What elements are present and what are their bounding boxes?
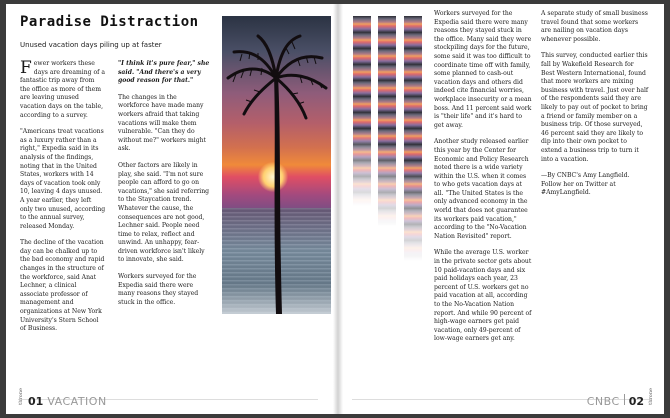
text-column-1 bbox=[20, 60, 106, 342]
palm-tree-sunset-photo bbox=[222, 16, 331, 314]
article-subtitle: Unused vacation days piling up at faster bbox=[20, 41, 162, 49]
photo-strip-2 bbox=[378, 16, 396, 226]
page-number-right: 02 bbox=[628, 395, 644, 408]
photo-strip-3 bbox=[404, 16, 422, 261]
drop-cap: F bbox=[20, 58, 32, 78]
text-column-3 bbox=[434, 10, 532, 352]
paragraph: While the average U.S. worker in the private sector gets about 10 paid-vacation days and six paid holidays each year, 23 percent of U.S. workers get no paid vacation at all, according to the No-Vacation Nation report. And while 90 percent of high-wage earners get paid vacation, only 49-percent of low-wage earners get any. bbox=[434, 249, 532, 343]
paragraph: "Americans treat vacations as a luxury rather than a right," Expedia said in its analysis of the findings, noting that in the United States, workers with 14 days of vacation took only 10, leaving 4 days unused. A year earlier, they left only two unused, according to the annual survey, released Monday. bbox=[20, 128, 106, 230]
magazine-spread bbox=[6, 4, 664, 414]
paragraph: Other factors are likely in play, she said. "I'm not sure people can afford to go on vacations," she said referring to the Staycation trend. Whatever the cause, the consequences are not good, Lechner said. People need time to relax, reflect and unwind. An unhappy, fear-driven workforce isn't likely to innovate, she said. bbox=[118, 161, 210, 264]
byline: —By CNBC's Amy Langfield. Follow her on Twitter at #AmyLangfield. bbox=[541, 172, 630, 197]
paragraph: The decline of the vacation day can be chalked up to the bad economy and rapid changes in the structure of the workforce, said Anat Lechner, a clinical associate professor of management and organizations at New York University's Stern School of Business. bbox=[20, 239, 105, 333]
section-label-left: VACATION bbox=[47, 395, 107, 408]
paragraph: Another study released earlier this year by the Center for Economic and Policy Research noted there is a wide variety within the U.S. when it comes to who gets vacation days at all. "The United States is the only advanced economy in the world that does not guarantee its workers paid vacation," according to the "No-Vacation Nation Revisited" report. bbox=[434, 138, 529, 240]
pull-quote: "I think it's pure fear," she said. "And there's a very good reason for that." bbox=[118, 60, 210, 85]
page-gutter bbox=[333, 4, 343, 414]
paragraph: Workers surveyed for the Expedia said there were many reasons they stayed stuck in the office. bbox=[118, 273, 199, 306]
footer-divider bbox=[624, 394, 625, 405]
photo-strip-1 bbox=[353, 16, 371, 206]
page-number-left: 01 bbox=[28, 395, 44, 408]
brand-logo: throne bbox=[18, 388, 24, 405]
brand-logo: throne bbox=[648, 388, 654, 405]
text-column-2 bbox=[118, 60, 210, 315]
paragraph: The changes in the workforce have made many workers afraid that taking vacations will make them vulnerable. "Can they do without me?" workers might ask. bbox=[118, 93, 206, 153]
article-title: Paradise Distraction bbox=[20, 14, 199, 30]
paragraph: A separate study of small business travel found that some workers are nailing on vacation days whenever possible. bbox=[541, 10, 648, 43]
paragraph: Fewer workers these days are dreaming of a fantastic trip away from the office as more of them are leaving unused vacation days on the table, according to a survey. bbox=[20, 58, 105, 119]
paragraph: This survey, conducted earlier this fall by Wakefield Research for Best Western International, found that more workers are mixing business with travel. Just over half of the respondents said they are likely to pay out of pocket to bring a friend or family member on a business trip. Of those surveyed, 46 percent said they are likely to dip into their own pocket to extend a business trip to turn it into a vacation. bbox=[541, 52, 649, 163]
footer-left bbox=[18, 388, 107, 408]
palm-tree-icon bbox=[222, 16, 331, 314]
text-column-4 bbox=[541, 10, 649, 206]
paragraph: Workers surveyed for the Expedia said there were many reasons they stayed stuck in the office. Many said they were stockpiling days for the future, some said it was too difficult to coordinate time off with family, some planned to cash-out vacation days and others did indeed cite financial worries, workplace insecurity or a mean boss. And 11 percent said work is "their life" and it's hard to get away. bbox=[434, 10, 532, 129]
footer-right bbox=[587, 388, 654, 408]
section-label-right: CNBC bbox=[586, 395, 620, 408]
